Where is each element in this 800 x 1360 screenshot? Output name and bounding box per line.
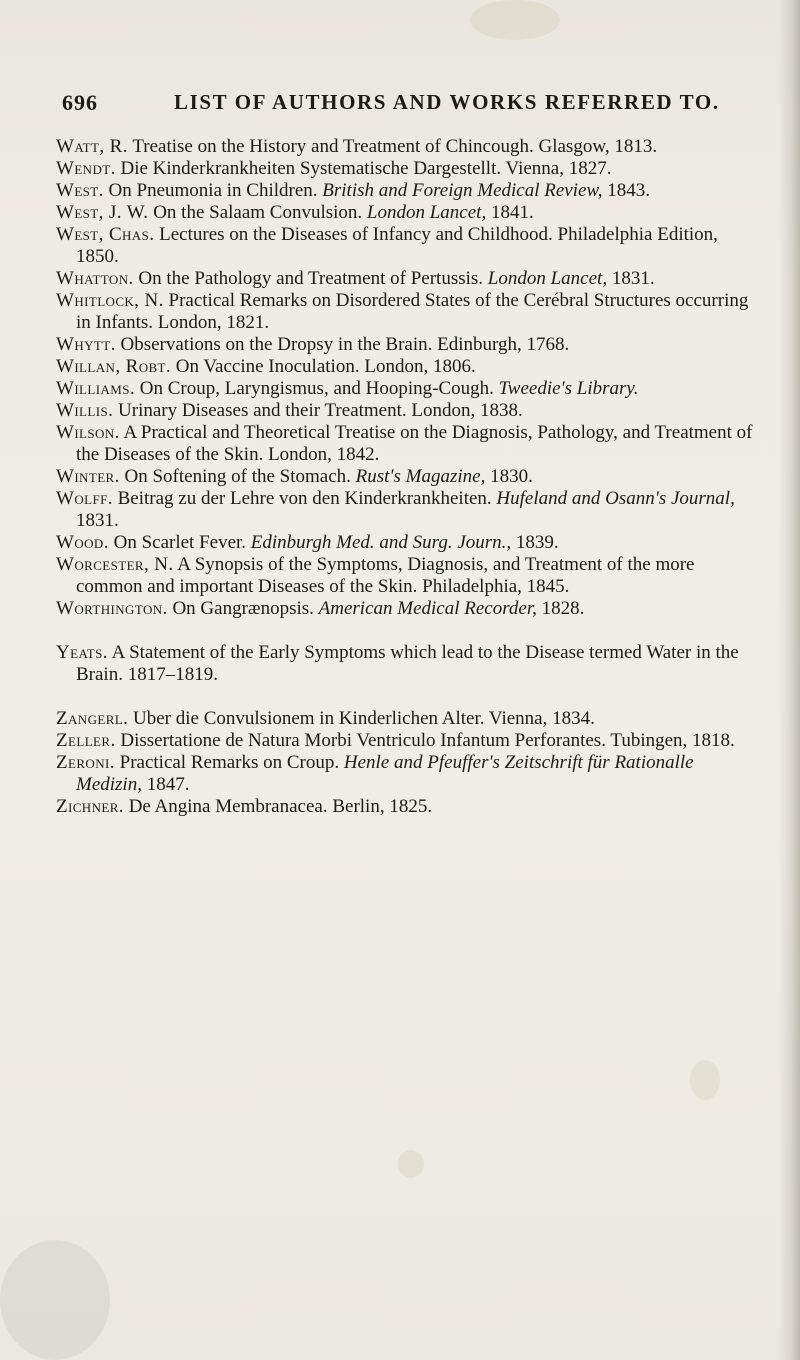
entry-author: Willis. <box>56 400 114 421</box>
entry-journal: Hufeland and Osann's Journal, <box>496 488 735 509</box>
entry-title: On Vaccine Inoculation. <box>175 356 360 377</box>
entry-title: On Softening of the Stomach. <box>124 466 351 487</box>
paper-stain <box>0 1240 110 1360</box>
entry-author: Worthington. <box>56 598 168 619</box>
bibliography-entry <box>56 532 760 554</box>
entry-place-date: Edinburgh, 1768. <box>437 334 570 355</box>
entry-author: Zichner. <box>56 796 124 817</box>
bibliography-entry <box>56 642 760 686</box>
entry-title: Treatise on the History and Treatment of Chincough. <box>132 136 534 157</box>
entry-title: On Pneumonia in Children. <box>108 180 318 201</box>
entry-place-date: London, 1838. <box>411 400 523 421</box>
bibliography-entry <box>56 378 760 400</box>
entry-title: Practical Remarks on Croup. <box>119 752 340 773</box>
bibliography-entry <box>56 224 760 268</box>
entry-journal: Henle and Pfeuffer's Zeitschrift für Rationalle Medizin, <box>76 752 694 795</box>
entry-journal: British and Foreign Medical Review, <box>322 180 603 201</box>
entry-place-date: Berlin, 1825. <box>332 796 433 817</box>
entry-author: Wolff. <box>56 488 113 509</box>
entry-author: Whytt. <box>56 334 116 355</box>
bibliography-entry <box>56 136 760 158</box>
entry-title: Die Kinderkrankheiten Systematische Dargestellt. <box>120 158 502 179</box>
paper-stain <box>470 0 560 40</box>
entry-title: A Synopsis of the Symptoms, Diagnosis, and Treatment of the more common and important Diseases of the Skin. <box>76 554 695 597</box>
entry-journal: Tweedie's Library. <box>498 378 639 399</box>
bibliography-entry <box>56 422 760 466</box>
entry-place-date: Tubingen, 1818. <box>610 730 735 751</box>
page-edge-shadow <box>778 0 800 1360</box>
entry-title: Uber die Convulsionem in Kinderlichen Alter. <box>133 708 485 729</box>
entry-author: Zeller. <box>56 730 116 751</box>
entry-journal: London Lancet, <box>366 202 487 223</box>
entry-author: West, Chas. <box>56 224 155 245</box>
entry-journal: London Lancet, <box>487 268 608 289</box>
paper-stain <box>398 1150 424 1178</box>
entry-place-date: 1841. <box>490 202 534 223</box>
entry-place-date: 1830. <box>490 466 533 487</box>
entry-place-date: Philadelphia Edition, 1850. <box>76 224 718 267</box>
entry-place-date: 1831. <box>611 268 655 289</box>
entry-journal: Edinburgh Med. and Surg. Journ., <box>250 532 512 553</box>
entry-author: Zeroni. <box>56 752 115 773</box>
bibliography-entry <box>56 400 760 422</box>
entry-place-date: 1847. <box>146 774 190 795</box>
entry-author: Wood. <box>56 532 109 553</box>
entry-title: De Angina Membranacea. <box>128 796 328 817</box>
bibliography-entry <box>56 730 760 752</box>
entry-place-date: 1839. <box>515 532 559 553</box>
bibliography-entry <box>56 268 760 290</box>
entry-place-date: London, 1806. <box>364 356 476 377</box>
entry-author: Winter. <box>56 466 120 487</box>
bibliography-entry <box>56 598 760 620</box>
bibliography-entry <box>56 752 760 796</box>
bibliography-entry <box>56 554 760 598</box>
entry-title: On Croup, Laryngismus, and Hooping-Cough. <box>139 378 494 399</box>
entry-journal: Rust's Magazine, <box>355 466 486 487</box>
entry-place-date: Vienna, 1834. <box>488 708 595 729</box>
entry-place-date: Philadelphia, 1845. <box>422 576 570 597</box>
entry-author: Williams. <box>56 378 136 399</box>
entry-place-date: London, 1821. <box>157 312 270 333</box>
entry-author: Wendt. <box>56 158 116 179</box>
bibliography-entry <box>56 334 760 356</box>
page-number: 696 <box>62 90 98 115</box>
entry-place-date: 1843. <box>607 180 650 201</box>
entry-author: West, J. W. <box>56 202 149 223</box>
entry-title: Practical Remarks on Disordered States of the Cerébral Structures occurring in Infants. <box>76 290 749 333</box>
entry-title: Lectures on the Diseases of Infancy and Childhood. <box>159 224 553 245</box>
entry-author: Willan, Robt. <box>56 356 172 377</box>
bibliography-entry <box>56 180 760 202</box>
bibliography-entry <box>56 158 760 180</box>
bibliography-entry <box>56 290 760 334</box>
entry-place-date: London, 1842. <box>268 444 380 465</box>
entry-author: Wilson. <box>56 422 120 443</box>
entry-author: Watt, R. <box>56 136 128 157</box>
entry-journal: American Medical Recorder, <box>318 598 537 619</box>
entry-author: Yeats. <box>56 642 108 663</box>
bibliography-entry <box>56 202 760 224</box>
entry-author: Whatton. <box>56 268 134 289</box>
entry-place-date: Glasgow, 1813. <box>538 136 658 157</box>
entry-title: On the Salaam Convulsion. <box>153 202 363 223</box>
entry-title: Beitrag zu der Lehre von den Kinderkrankheiten. <box>117 488 492 509</box>
bibliography-entry <box>56 796 760 818</box>
bibliography-list <box>56 136 760 818</box>
entry-title: Observations on the Dropsy in the Brain. <box>120 334 433 355</box>
entry-title: A Practical and Theoretical Treatise on the Diagnosis, Pathology, and Treatment of the Diseases of the Skin. <box>76 422 753 465</box>
entry-title: Dissertatione de Natura Morbi Ventriculo Infantum Perforantes. <box>120 730 606 751</box>
entry-title: On Scarlet Fever. <box>113 532 247 553</box>
paper-stain <box>690 1060 720 1100</box>
entry-title: On Gangrænopsis. <box>172 598 314 619</box>
entry-place-date: 1817–1819. <box>127 664 218 685</box>
entry-place-date: Vienna, 1827. <box>505 158 612 179</box>
running-head: LIST OF AUTHORS AND WORKS REFERRED TO. <box>174 90 720 114</box>
bibliography-entry <box>56 466 760 488</box>
bibliography-entry <box>56 708 760 730</box>
entry-title: Urinary Diseases and their Treatment. <box>118 400 407 421</box>
entry-place-date: 1828. <box>541 598 585 619</box>
bibliography-entry <box>56 488 760 532</box>
entry-author: Zangerl. <box>56 708 129 729</box>
entry-author: West. <box>56 180 104 201</box>
entry-place-date: 1831. <box>76 510 119 531</box>
entry-author: Whitlock, N. <box>56 290 164 311</box>
entry-title: A Statement of the Early Symptoms which lead to the Disease termed Water in the Brain. <box>76 642 739 685</box>
bibliography-entry <box>56 356 760 378</box>
entry-title: On the Pathology and Treatment of Pertussis. <box>138 268 484 289</box>
page-header <box>62 90 762 120</box>
entry-author: Worcester, N. <box>56 554 174 575</box>
